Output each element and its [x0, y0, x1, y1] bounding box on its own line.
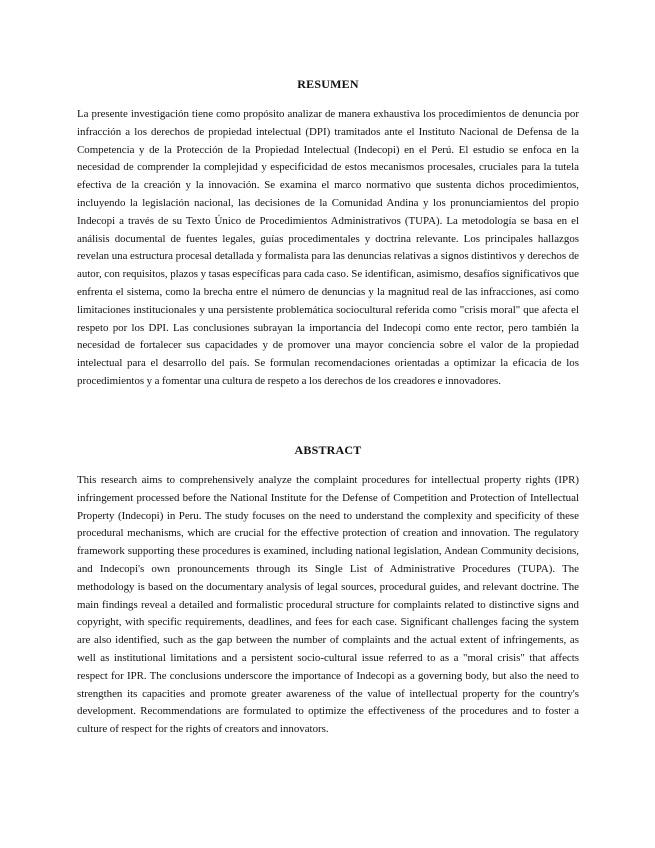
resumen-heading: RESUMEN [297, 77, 359, 91]
resumen-paragraph: La presente investigación tiene como propósito analizar de manera exhaustiva los procedimientos de denuncia por infracción a los derechos de propiedad intelectual (DPI) tramitados ante el Instituto Nacional de Defensa de la Competencia y de la Protección de la Propiedad Intelectual (Indecopi) en el Perú. El estudio se enfoca en la necesidad de comprender la complejidad y especificidad de estos mecanismos procesales, cruciales para la tutela efectiva de la creación y la innovación. Se examina el marco normativo que sustenta dichos procedimientos, incluyendo la legislación nacional, las decisiones de la Comunidad Andina y los pronunciamientos del propio Indecopi a través de su Texto Único de Procedimientos Administrativos (TUPA). La metodología se basa en el análisis documental de fuentes legales, guías procedimentales y doctrina relevante. Los principales hallazgos revelan una estructura procesal detallada y formalista para las denuncias relativas a signos distintivos y derechos de autor, con requisitos, plazos y tasas específicas para cada caso. Se identifican, asimismo, desafíos significativos que enfrenta el sistema, como la brecha entre el número de denuncias y la magnitud real de las infracciones, así como limitaciones institucionales y una persistente problemática sociocultural referida como "crisis moral" que afecta el respeto por los DPI. Las conclusiones subrayan la importancia del Indecopi como ente rector, pero también la necesidad de fortalecer sus capacidades y de promover una mayor conciencia sobre el valor de la propiedad intelectual para el desarrollo del país. Se formulan recomendaciones orientadas a optimizar la eficacia de los procedimientos y a fomentar una cultura de respeto a los derechos de los creadores e innovadores. [77, 108, 579, 387]
abstract-heading: ABSTRACT [294, 443, 362, 457]
resumen-section [77, 76, 579, 436]
abstract-section [77, 442, 579, 782]
abstract-paragraph: This research aims to comprehensively analyze the complaint procedures for intellectual property rights (IPR) infringement processed before the National Institute for the Defense of Competition and Protection of Intellectual Property (Indecopi) in Peru. The study focuses on the need to understand the complexity and specificity of these procedural mechanisms, which are crucial for the effective protection of creation and innovation. The regulatory framework supporting these procedures is examined, including national legislation, Andean Community decisions, and Indecopi's own pronouncements through its Single List of Administrative Procedures (TUPA). The methodology is based on the documentary analysis of legal sources, procedural guides, and relevant doctrine. The main findings reveal a detailed and formalistic procedural structure for complaints related to distinctive signs and copyright, with specific requirements, deadlines, and fees for each case. Significant challenges facing the system are also identified, such as the gap between the number of complaints and the actual extent of infringements, as well as institutional limitations and a persistent socio-cultural issue referred to as a "moral crisis" that affects respect for IPR. The conclusions underscore the importance of Indecopi as a governing body, but also the need to strengthen its capacities and promote greater awareness of the value of intellectual property for the country's development. Recommendations are formulated to optimize the effectiveness of the procedures and to foster a culture of respect for the rights of creators and innovators. [77, 474, 579, 736]
